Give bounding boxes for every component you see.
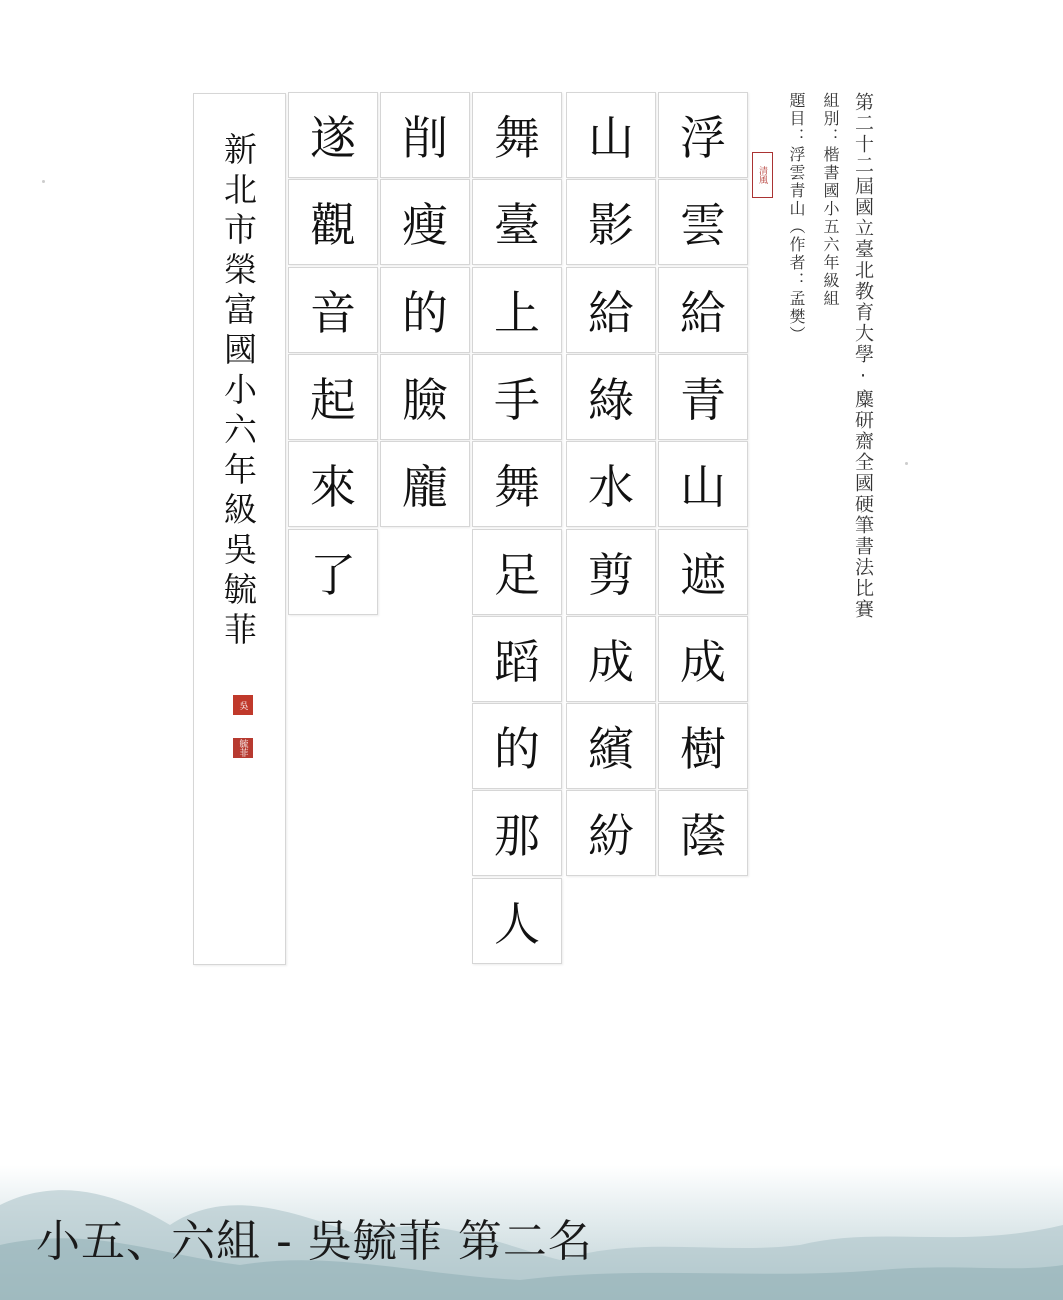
calligraphy-cell: 影	[566, 179, 656, 265]
calligraphy-cell: 成	[566, 616, 656, 702]
calligraphy-cell: 浮	[658, 92, 748, 178]
calligraphy-cell: 足	[472, 529, 562, 615]
competition-title: 第二十二屆國立臺北教育大學‧麋研齋全國硬筆書法比賽	[852, 92, 874, 620]
calligraphy-cell: 削	[380, 92, 470, 178]
calligraphy-cell: 剪	[566, 529, 656, 615]
calligraphy-cell: 給	[658, 267, 748, 353]
calligraphy-cell: 臉	[380, 354, 470, 440]
award-caption: 小五、六組 - 吳毓菲 第二名	[36, 1216, 593, 1267]
calligraphy-cell: 山	[566, 92, 656, 178]
speck	[905, 462, 908, 465]
calligraphy-cell: 綠	[566, 354, 656, 440]
calligraphy-cell: 臺	[472, 179, 562, 265]
calligraphy-cell: 來	[288, 441, 378, 527]
header-seal: 清風	[752, 152, 773, 198]
calligraphy-cell: 人	[472, 878, 562, 964]
calligraphy-cell: 觀	[288, 179, 378, 265]
calligraphy-cell: 繽	[566, 703, 656, 789]
topic-label: 題目：浮雲青山（作者：孟樊）	[787, 92, 806, 344]
name-seal-secondary: 毓菲	[233, 738, 253, 758]
calligraphy-cell: 了	[288, 529, 378, 615]
calligraphy-cell: 紛	[566, 790, 656, 876]
calligraphy-cell: 那	[472, 790, 562, 876]
signature-text: 新北市榮富國小六年級吳毓菲	[219, 132, 258, 652]
group-label: 組別：楷書國小五六年級組	[821, 92, 840, 308]
calligraphy-cell: 起	[288, 354, 378, 440]
calligraphy-cell: 的	[472, 703, 562, 789]
calligraphy-cell: 給	[566, 267, 656, 353]
calligraphy-cell: 水	[566, 441, 656, 527]
calligraphy-cell: 舞	[472, 92, 562, 178]
calligraphy-cell: 雲	[658, 179, 748, 265]
calligraphy-cell: 龐	[380, 441, 470, 527]
calligraphy-cell: 音	[288, 267, 378, 353]
calligraphy-cell: 成	[658, 616, 748, 702]
calligraphy-cell: 上	[472, 267, 562, 353]
calligraphy-cell: 的	[380, 267, 470, 353]
calligraphy-cell: 手	[472, 354, 562, 440]
calligraphy-cell: 山	[658, 441, 748, 527]
calligraphy-cell: 青	[658, 354, 748, 440]
calligraphy-cell: 蔭	[658, 790, 748, 876]
speck	[42, 180, 45, 183]
calligraphy-cell: 瘦	[380, 179, 470, 265]
calligraphy-cell: 舞	[472, 441, 562, 527]
calligraphy-cell: 遂	[288, 92, 378, 178]
name-seal: 吳	[233, 695, 253, 715]
calligraphy-cell: 蹈	[472, 616, 562, 702]
calligraphy-cell: 樹	[658, 703, 748, 789]
calligraphy-cell: 遮	[658, 529, 748, 615]
